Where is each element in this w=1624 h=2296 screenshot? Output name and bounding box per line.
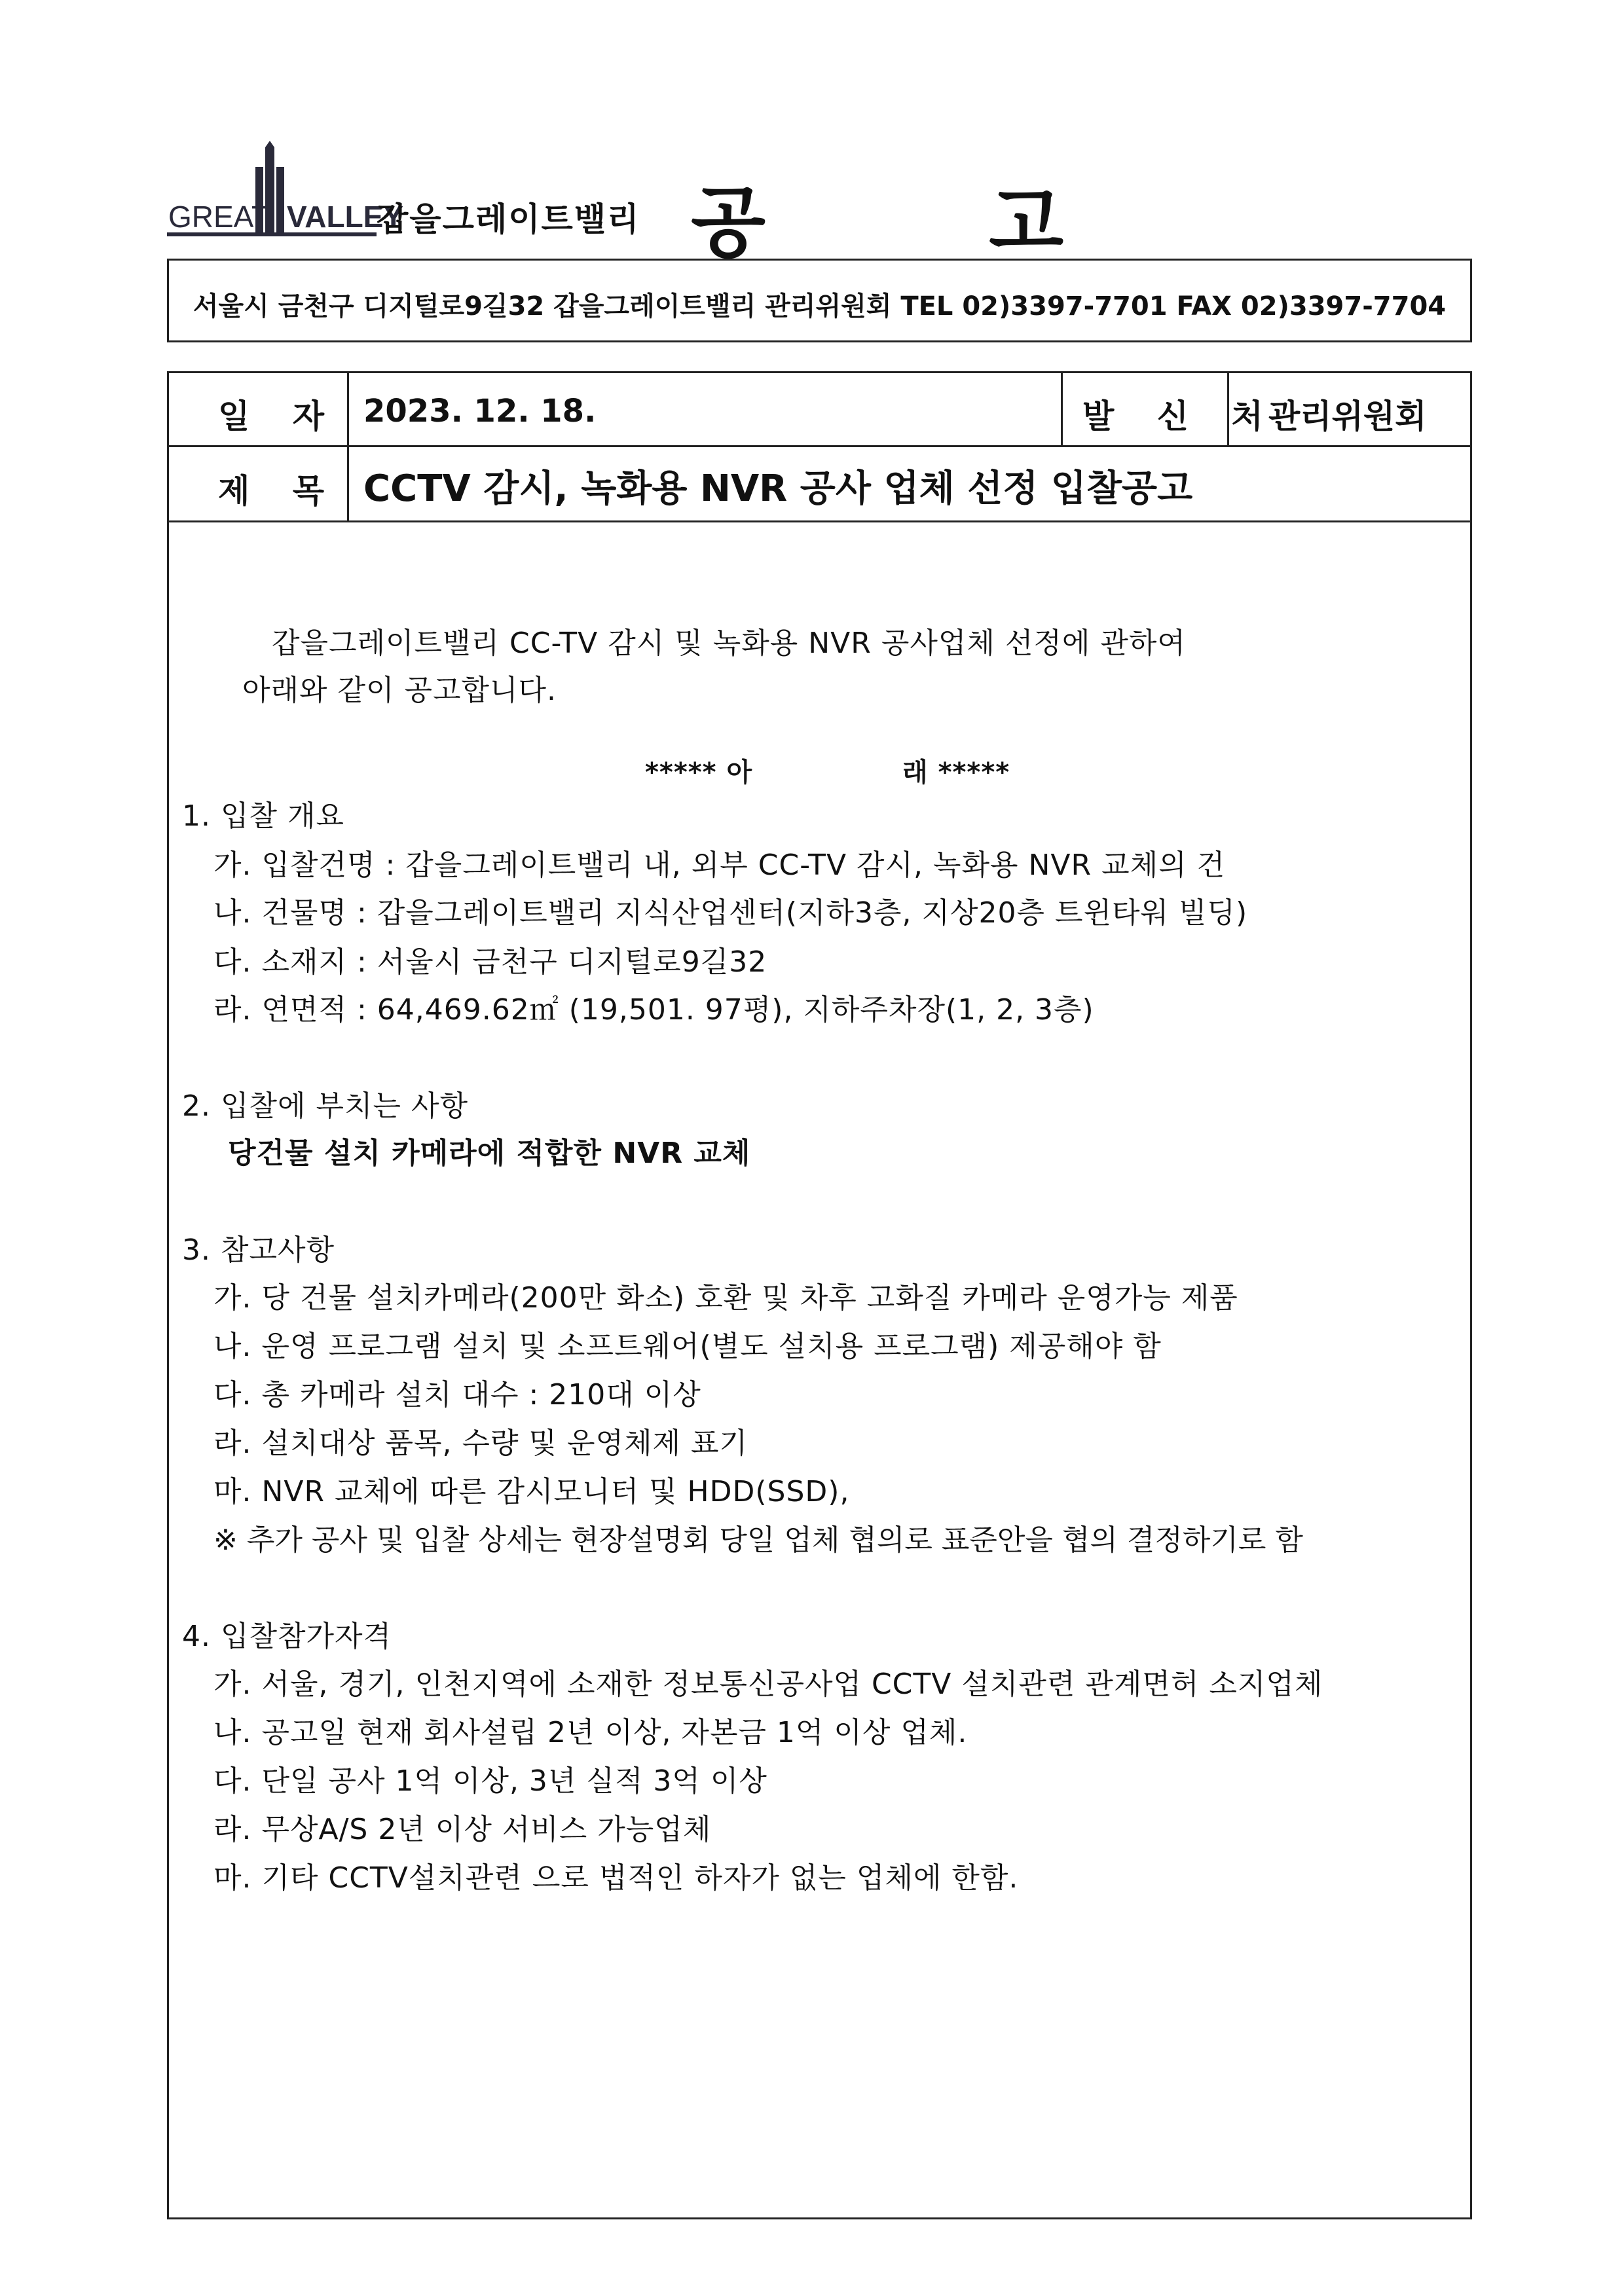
intro-line-1: 갑을그레이트밸리 CC-TV 감시 및 녹화용 NVR 공사업체 선정에 관하여 bbox=[272, 627, 1186, 660]
date-label-cell bbox=[169, 373, 347, 445]
sender-value-cell bbox=[1227, 373, 1470, 445]
sender-label: 발 신 처 bbox=[1082, 397, 1279, 435]
notice-title: 공 고 bbox=[691, 177, 1162, 268]
section-3-item: 라. 설치대상 품목, 수량 및 운영체제 표기 bbox=[213, 1427, 748, 1460]
section-4-item: 마. 기타 CCTV설치관련 으로 법적인 하자가 없는 업체에 한함. bbox=[213, 1861, 1019, 1895]
sender-value: 관리위원회 bbox=[1268, 397, 1427, 435]
info-row-subject bbox=[169, 445, 1470, 522]
tower-logo-icon bbox=[167, 141, 404, 239]
section-4-item: 다. 단일 공사 1억 이상, 3년 실적 3억 이상 bbox=[213, 1764, 767, 1798]
section-3-title: 3. 참고사항 bbox=[182, 1233, 335, 1267]
brand-name: 갑을그레이트밸리 bbox=[377, 200, 640, 238]
address-box bbox=[167, 259, 1472, 342]
section-1-item: 가. 입찰건명 : 갑을그레이트밸리 내, 외부 CC-TV 감시, 녹화용 NVR 교체의 건 bbox=[213, 848, 1226, 882]
sender-label-cell bbox=[1061, 373, 1279, 445]
date-label: 일 자 bbox=[218, 397, 341, 435]
section-3-item: 다. 총 카메라 설치 대수 : 210대 이상 bbox=[213, 1378, 701, 1412]
section-1-title: 1. 입찰 개요 bbox=[182, 799, 344, 833]
date-value-cell bbox=[347, 373, 1061, 445]
subject-value: CCTV 감시, 녹화용 NVR 공사 업체 선정 입찰공고 bbox=[363, 467, 1193, 510]
info-row-date bbox=[169, 373, 1470, 447]
subject-value-cell bbox=[347, 445, 1470, 520]
section-1-item: 라. 연면적 : 64,469.62㎡ (19,501. 97평), 지하주차장(1, 2, 3층) bbox=[213, 993, 1094, 1027]
section-1-item: 다. 소재지 : 서울시 금천구 디지털로9길32 bbox=[213, 945, 767, 979]
below-heading-right: 래 ***** bbox=[902, 757, 1010, 788]
notice-content bbox=[169, 522, 1470, 2217]
section-4-item: 라. 무상A/S 2년 이상 서비스 가능업체 bbox=[213, 1813, 712, 1846]
intro-line-2: 아래와 같이 공고합니다. bbox=[242, 674, 557, 707]
section-4-title: 4. 입찰참가자격 bbox=[182, 1620, 392, 1653]
section-4-item: 나. 공고일 현재 회사설립 2년 이상, 자본금 1억 이상 업체. bbox=[213, 1716, 968, 1749]
notice-header bbox=[167, 141, 1280, 268]
section-1-item: 나. 건물명 : 갑을그레이트밸리 지식산업센터(지하3층, 지상20층 트윈타워 빌딩) bbox=[213, 896, 1248, 930]
section-4-item: 가. 서울, 경기, 인천지역에 소재한 정보통신공사업 CCTV 설치관련 관계면허 소지업체 bbox=[213, 1667, 1323, 1701]
section-3-item: 마. NVR 교체에 따른 감시모니터 및 HDD(SSD), bbox=[213, 1475, 850, 1508]
section-3-item: 가. 당 건물 설치카메라(200만 화소) 호환 및 차후 고화질 카메라 운영가능 제품 bbox=[213, 1281, 1238, 1315]
logo-word-great: GREAT bbox=[168, 200, 270, 234]
great-valley-logo bbox=[167, 141, 404, 239]
subject-label: 제 목 bbox=[218, 472, 341, 510]
subject-label-cell bbox=[169, 445, 347, 520]
section-3-note: ※ 추가 공사 및 입찰 상세는 현장설명회 당일 업체 협의로 표준안을 협의 결정하기로 함 bbox=[213, 1523, 1303, 1557]
logo-word-valley: VALLEY bbox=[287, 200, 404, 234]
address-line: 서울시 금천구 디지털로9길32 갑을그레이트밸리 관리위원회 TEL 02)3397-7701 FAX 02)3397-7704 bbox=[193, 291, 1447, 321]
date-value: 2023. 12. 18. bbox=[363, 393, 597, 429]
section-2-title: 2. 입찰에 부치는 사항 bbox=[182, 1089, 468, 1123]
section-3-item: 나. 운영 프로그램 설치 및 소프트웨어(별도 설치용 프로그램) 제공해야 함 bbox=[213, 1330, 1162, 1363]
notice-body-box bbox=[167, 371, 1472, 2219]
section-2-item: 당건물 설치 카메라에 적합한 NVR 교체 bbox=[228, 1137, 751, 1170]
below-heading-left: ***** 아 bbox=[645, 757, 753, 788]
